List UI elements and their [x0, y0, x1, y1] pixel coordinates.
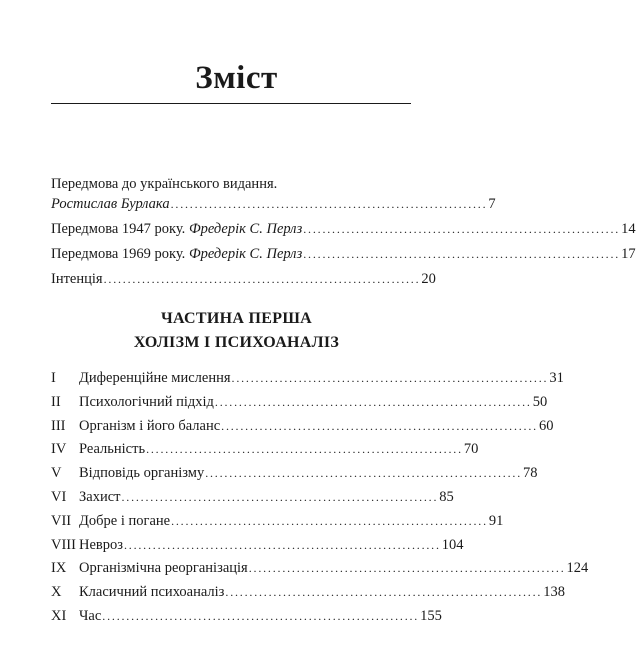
- chapter-entry[interactable]: [51, 416, 554, 436]
- chapter-page: 124: [566, 560, 589, 577]
- toc-entry[interactable]: [51, 244, 636, 264]
- toc-entry-page: 14: [621, 221, 636, 237]
- chapter-page: 50: [532, 393, 548, 410]
- dot-leader: ..................................................................: [146, 442, 463, 457]
- chapter-page: 31: [549, 370, 564, 386]
- chapter-page: 78: [523, 465, 538, 482]
- dot-leader: ..................................................................: [171, 513, 488, 528]
- dot-leader: ..................................................................: [225, 585, 543, 600]
- toc-entry-label: Інтенція: [51, 271, 103, 287]
- page-title: Зміст: [195, 60, 278, 96]
- part-label: ЧАСТИНА ПЕРША: [160, 310, 313, 327]
- chapter-title: Відповідь організму: [79, 465, 205, 482]
- chapter-page: 85: [439, 488, 454, 505]
- toc-entry[interactable]: [51, 269, 436, 289]
- toc-entry-label: Передмова до українського видання.: [51, 176, 278, 192]
- chapter-page: 155: [420, 607, 442, 624]
- toc-entry[interactable]: [51, 219, 636, 239]
- toc-entry-continuation[interactable]: [51, 194, 496, 214]
- dot-leader: ..................................................................: [123, 537, 441, 552]
- chapter-entry[interactable]: [51, 463, 538, 483]
- chapter-page: 91: [488, 512, 504, 529]
- chapter-number: XI: [51, 607, 67, 624]
- dot-leader: ..................................................................: [121, 489, 439, 504]
- chapter-number: V: [51, 465, 62, 482]
- dot-leader: ..................................................................: [221, 418, 538, 433]
- chapter-title: Організмічна реорганізація: [79, 560, 248, 577]
- chapter-list: [51, 368, 589, 626]
- chapter-number: II: [51, 393, 61, 410]
- chapter-title: Невроз: [79, 536, 123, 553]
- chapter-number: X: [51, 584, 62, 601]
- chapter-page: 104: [441, 536, 464, 553]
- dot-leader: ..................................................................: [231, 371, 549, 385]
- chapter-entry[interactable]: [51, 535, 464, 555]
- toc-entry-page: 17: [621, 246, 636, 262]
- chapter-title: Диференційне мислення: [79, 370, 231, 386]
- part-title: ХОЛІЗМ І ПСИХОАНАЛІЗ: [133, 334, 340, 351]
- toc-entry-page: 7: [488, 196, 496, 212]
- chapter-title: Психологічний підхід: [79, 393, 214, 410]
- toc-entry-page: 20: [421, 271, 436, 287]
- chapter-number: IX: [51, 560, 67, 577]
- chapter-title: Час: [79, 607, 102, 624]
- dot-leader: ..................................................................: [170, 197, 488, 211]
- chapter-entry[interactable]: [51, 511, 504, 531]
- chapter-entry[interactable]: [51, 558, 589, 578]
- chapter-title: Реальність: [79, 441, 146, 458]
- chapter-entry[interactable]: [51, 439, 479, 459]
- front-matter-list: [51, 174, 636, 289]
- dot-leader: ..................................................................: [303, 222, 621, 236]
- chapter-entry[interactable]: [51, 487, 454, 507]
- chapter-entry[interactable]: [51, 392, 548, 412]
- dot-leader: ..................................................................: [303, 247, 621, 261]
- chapter-number: IV: [51, 441, 67, 458]
- toc-entry-label: Передмова 1947 року. Фредерік С. Перлз: [51, 221, 303, 237]
- dot-leader: ..................................................................: [205, 466, 523, 481]
- chapter-number: I: [51, 370, 56, 386]
- chapter-number: III: [51, 417, 66, 434]
- toc-entry[interactable]: [51, 174, 411, 194]
- dot-leader: ..................................................................: [103, 272, 421, 286]
- toc-entry-author: Ростислав Бурлака: [51, 196, 170, 212]
- chapter-number: VIII: [51, 536, 76, 553]
- chapter-entry[interactable]: [51, 368, 564, 388]
- dot-leader: ..................................................................: [248, 561, 566, 576]
- toc-entry-label: Передмова 1969 року. Фредерік С. Перлз: [51, 246, 303, 262]
- chapter-title: Добре і погане: [79, 512, 171, 529]
- chapter-page: 60: [538, 417, 554, 434]
- chapter-number: VII: [51, 512, 72, 529]
- chapter-entry[interactable]: [51, 582, 565, 602]
- dot-leader: ..................................................................: [102, 608, 420, 623]
- chapter-page: 138: [543, 584, 565, 601]
- chapter-title: Класичний психоаналіз: [79, 584, 225, 601]
- chapter-entry[interactable]: [51, 606, 442, 626]
- chapter-title: Захист: [79, 488, 121, 505]
- chapter-number: VI: [51, 488, 67, 505]
- dot-leader: ..................................................................: [214, 394, 532, 409]
- chapter-page: 70: [463, 441, 479, 458]
- title-divider: [51, 103, 411, 104]
- chapter-title: Організм і його баланс: [79, 417, 221, 434]
